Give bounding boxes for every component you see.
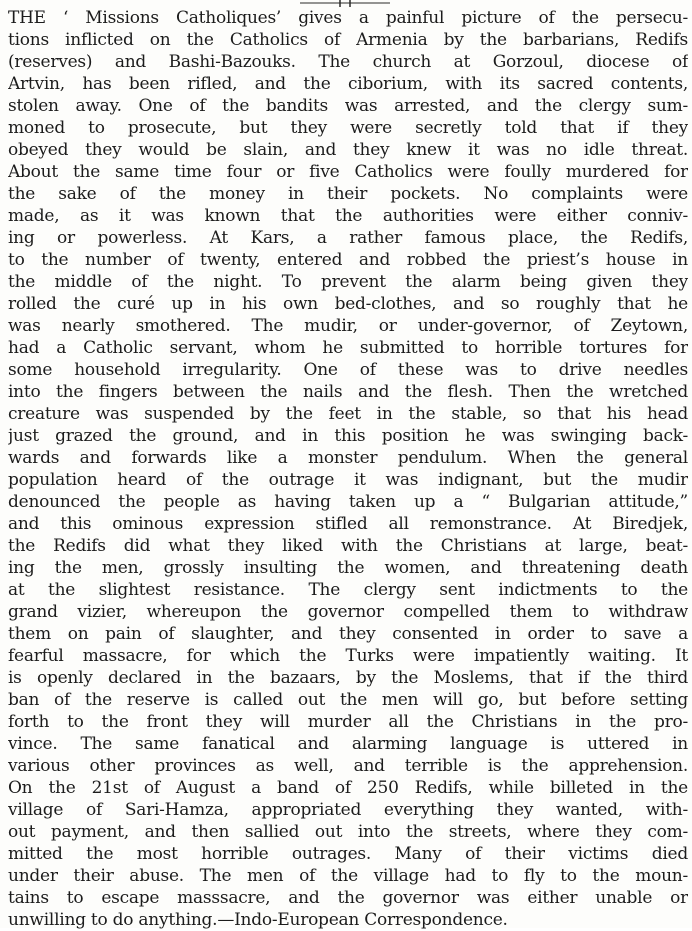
article-text — [8, 7, 688, 931]
article-line: forth to the front they will murder all the Christians in the pro- — [8, 712, 688, 732]
article-line: was nearly smothered. The mudir, or under-governor, of Zeytown, — [8, 316, 688, 336]
article-line: to the number of twenty, entered and robbed the priest’s house in — [8, 250, 688, 270]
article-line: ban of the reserve is called out the men will go, but before setting — [8, 690, 688, 710]
article-line: ing or powerless. At Kars, a rather famous place, the Redifs, — [8, 228, 688, 248]
article-line: into the fingers between the nails and the flesh. Then the wretched — [8, 382, 688, 402]
article-line: moned to prosecute, but they were secretly told that if they — [8, 118, 688, 138]
article-line: obeyed they would be slain, and they knew it was no idle threat. — [8, 140, 688, 160]
article-line: stolen away. One of the bandits was arrested, and the clergy sum- — [8, 96, 688, 116]
article-line: just grazed the ground, and in this position he was swinging back- — [8, 426, 688, 446]
article-line: at the slightest resistance. The clergy sent indictments to the — [8, 580, 688, 600]
article-line: ing the men, grossly insulting the women, and threatening death — [8, 558, 688, 578]
article-line: made, as it was known that the authorities were either conniv- — [8, 206, 688, 226]
article-line: tions inflicted on the Catholics of Armenia by the barbarians, Redifs — [8, 30, 688, 50]
article-line: mitted the most horrible outrages. Many of their victims died — [8, 844, 688, 864]
article-line: the sake of the money in their pockets. No complaints were — [8, 184, 688, 204]
article-line: Artvin, has been rifled, and the ciborium, with its sacred contents, — [8, 74, 688, 94]
article-line: them on pain of slaughter, and they consented in order to save a — [8, 624, 688, 644]
article-line: is openly declared in the bazaars, by the Moslems, that if the third — [8, 668, 688, 688]
article-line: some household irregularity. One of these was to drive needles — [8, 360, 688, 380]
article-line: out payment, and then sallied out into the streets, where they com- — [8, 822, 688, 842]
article-line: (reserves) and Bashi-Bazouks. The church at Gorzoul, diocese of — [8, 52, 688, 72]
article-line: the middle of the night. To prevent the alarm being given they — [8, 272, 688, 292]
article-line: tains to escape masssacre, and the governor was either unable or — [8, 888, 688, 908]
article-line: the Redifs did what they liked with the Christians at large, beat- — [8, 536, 688, 556]
article-line: various other provinces as well, and terrible is the apprehension. — [8, 756, 688, 776]
article-line: and this ominous expression stifled all remonstrance. At Biredjek, — [8, 514, 688, 534]
article-line: fearful massacre, for which the Turks were impatiently waiting. It — [8, 646, 688, 666]
article-line: creature was suspended by the feet in the stable, so that his head — [8, 404, 688, 424]
article-line: unwilling to do anything.—Indo-European Correspondence. — [8, 910, 508, 930]
article-line: On the 21st of August a band of 250 Redifs, while billeted in the — [8, 778, 688, 798]
article-line: vince. The same fanatical and alarming language is uttered in — [8, 734, 688, 754]
article-line: had a Catholic servant, whom he submitted to horrible tortures for — [8, 338, 688, 358]
article-line: THE ‘ Missions Catholiques’ gives a painful picture of the persecu- — [8, 8, 688, 28]
article-line: denounced the people as having taken up a “ Bulgarian attitude,” — [8, 492, 688, 512]
article-line: under their abuse. The men of the village had to fly to the moun- — [8, 866, 688, 886]
article-line: grand vizier, whereupon the governor compelled them to withdraw — [8, 602, 688, 622]
article-line: village of Sari-Hamza, appropriated everything they wanted, with- — [8, 800, 688, 820]
article-line: About the same time four or five Catholics were foully murdered for — [8, 162, 688, 182]
article-line: wards and forwards like a monster pendulum. When the general — [8, 448, 688, 468]
article-line: rolled the curé up in his own bed-clothes, and so roughly that he — [8, 294, 688, 314]
article-line: population heard of the outrage it was indignant, but the mudir — [8, 470, 688, 490]
